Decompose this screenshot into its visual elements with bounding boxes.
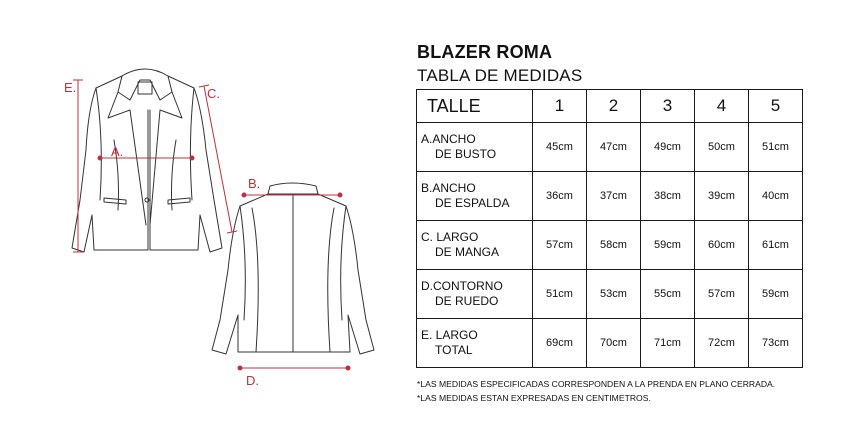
- table-cell: 73cm: [749, 319, 803, 368]
- table-subtitle: TABLA DE MEDIDAS: [417, 66, 583, 85]
- table-cell: 59cm: [641, 221, 695, 270]
- table-cell: 37cm: [587, 172, 641, 221]
- table-cell: 51cm: [533, 270, 587, 319]
- row-label: E. LARGO TOTAL: [417, 319, 533, 368]
- size-table: [416, 89, 803, 368]
- table-row: [417, 221, 803, 270]
- table-cell: 50cm: [695, 123, 749, 172]
- table-cell: 55cm: [641, 270, 695, 319]
- footnote: *LAS MEDIDAS ESTAN EXPRESADAS EN CENTIMETROS.: [417, 393, 651, 403]
- label-d: D.: [246, 373, 259, 388]
- row-label: C. LARGO DE MANGA: [417, 221, 533, 270]
- table-cell: 59cm: [749, 270, 803, 319]
- row-label: D.CONTORNO DE RUEDO: [417, 270, 533, 319]
- table-cell: 60cm: [695, 221, 749, 270]
- table-cell: 39cm: [695, 172, 749, 221]
- table-row: [417, 270, 803, 319]
- table-cell: 49cm: [641, 123, 695, 172]
- blazer-back-sketch: [212, 183, 374, 354]
- size-column-header: 1: [533, 90, 587, 123]
- table-cell: 71cm: [641, 319, 695, 368]
- table-row: [417, 123, 803, 172]
- table-cell: 51cm: [749, 123, 803, 172]
- table-cell: 69cm: [533, 319, 587, 368]
- table-cell: 45cm: [533, 123, 587, 172]
- table-row: [417, 172, 803, 221]
- blazer-diagram: [0, 0, 400, 431]
- size-column-header: 5: [749, 90, 803, 123]
- row-label: A.ANCHO DE BUSTO: [417, 123, 533, 172]
- product-title: BLAZER ROMA: [417, 42, 553, 62]
- table-cell: 47cm: [587, 123, 641, 172]
- blazer-front-sketch: [72, 69, 222, 252]
- label-b: B.: [248, 176, 261, 191]
- footnote: *LAS MEDIDAS ESPECIFICADAS CORRESPONDEN A LA PRENDA EN PLANO CERRADA.: [417, 379, 776, 389]
- table-cell: 36cm: [533, 172, 587, 221]
- table-cell: 58cm: [587, 221, 641, 270]
- label-a: A.: [111, 144, 124, 159]
- label-c: C.: [207, 86, 220, 101]
- label-e: E.: [64, 80, 77, 95]
- table-cell: 53cm: [587, 270, 641, 319]
- table-cell: 57cm: [695, 270, 749, 319]
- header-talle: TALLE: [417, 90, 533, 123]
- size-column-header: 3: [641, 90, 695, 123]
- size-column-header: 2: [587, 90, 641, 123]
- table-cell: 72cm: [695, 319, 749, 368]
- size-header-row: [417, 90, 803, 123]
- table-cell: 40cm: [749, 172, 803, 221]
- table-cell: 38cm: [641, 172, 695, 221]
- table-cell: 61cm: [749, 221, 803, 270]
- footnotes: [417, 377, 775, 405]
- table-cell: 70cm: [587, 319, 641, 368]
- row-label: B.ANCHO DE ESPALDA: [417, 172, 533, 221]
- size-column-header: 4: [695, 90, 749, 123]
- table-cell: 57cm: [533, 221, 587, 270]
- table-row: [417, 319, 803, 368]
